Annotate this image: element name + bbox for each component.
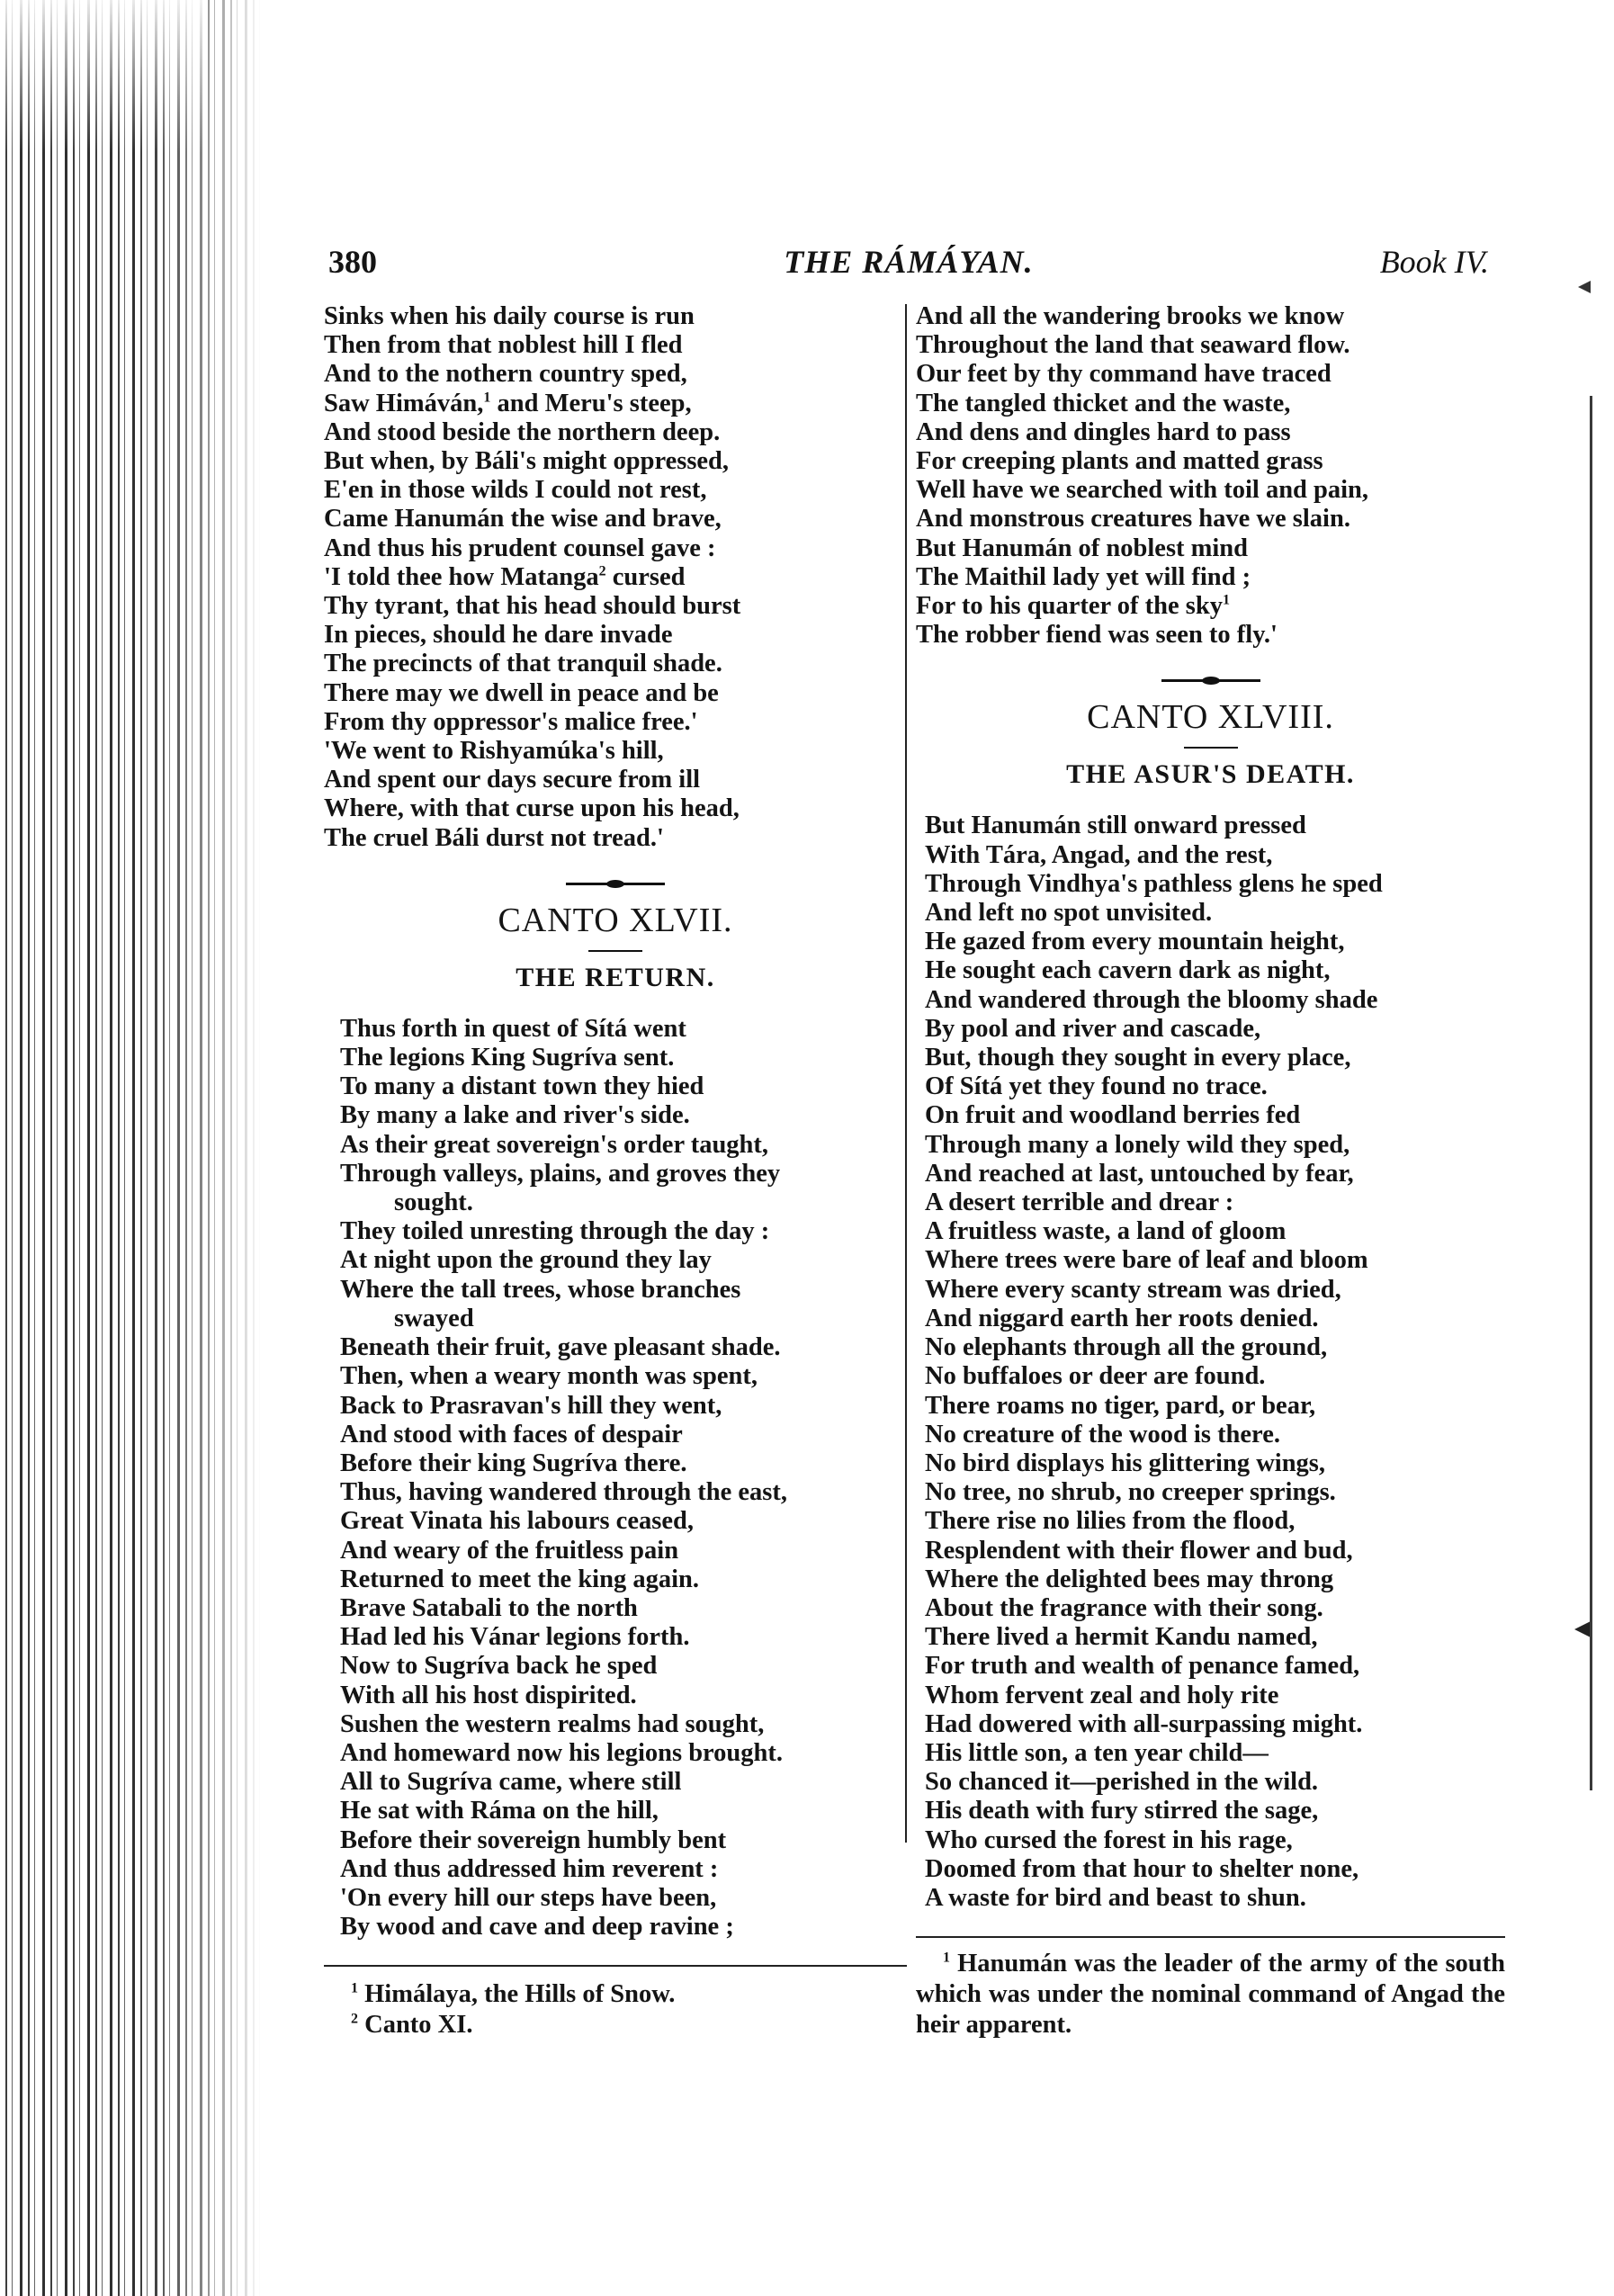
verse-line: But Hanumán still onward pressed [925, 812, 1306, 840]
verse-line: Through many a lonely wild they sped, [925, 1130, 1350, 1159]
page-number: 380 [328, 244, 377, 280]
verse-line: A desert terrible and drear : [925, 1188, 1234, 1217]
verse-line: Where trees were bare of leaf and bloom [925, 1246, 1368, 1275]
verse-line: For truth and wealth of penance famed, [925, 1652, 1360, 1681]
verse-line: No bird displays his glittering wings, [925, 1448, 1326, 1477]
spacer [324, 995, 907, 1015]
left-column [324, 302, 907, 2040]
footnote-mark: 2 [351, 2011, 358, 2027]
verse-line: The robber fiend was seen to fly.' [916, 621, 1278, 650]
verse-line: Great Vinata his labours ceased, [340, 1507, 694, 1536]
verse-line: Now to Sugríva back he sped [340, 1652, 658, 1681]
canto-heading: CANTO XLVII. [498, 901, 733, 939]
footnote [324, 1979, 907, 2010]
spacer [916, 792, 1505, 812]
book-binding-edge [0, 0, 261, 2296]
page-header [328, 243, 1489, 288]
verse-line: And left no spot unvisited. [925, 899, 1213, 928]
section-ornament [1161, 677, 1260, 684]
verse-line: Returned to meet the king again. [340, 1565, 699, 1593]
verse-line: No elephants through all the ground, [925, 1333, 1328, 1362]
verse-line: So chanced it—perished in the wild. [925, 1768, 1319, 1797]
verse-line: He sat with Ráma on the hill, [340, 1797, 659, 1825]
verse-line: Then from that noblest hill I fled [324, 331, 683, 360]
verse-line: In pieces, should he dare invade [324, 621, 673, 650]
verse-line: All to Sugríva came, where still [340, 1768, 682, 1797]
running-title: THE RÁMÁYAN. [784, 244, 1034, 280]
verse-line: And stood with faces of despair [340, 1420, 683, 1448]
section-ornament [566, 880, 665, 887]
scan-mark-arrow [1574, 1621, 1591, 1637]
verse-line: Whom fervent zeal and holy rite [925, 1681, 1279, 1709]
verse-line: Before their sovereign humbly bent [340, 1825, 727, 1854]
verse-line: sought. [394, 1188, 473, 1217]
column-divider [905, 304, 907, 1843]
verse-line: swayed [394, 1304, 474, 1332]
canto-poem [324, 1015, 907, 1942]
verse-line: Through valleys, plains, and groves they [340, 1159, 781, 1188]
verse-line: And stood beside the northern deep. [324, 417, 721, 446]
verse-line: With all his host dispirited. [340, 1681, 637, 1709]
verse-line: Doomed from that hour to shelter none, [925, 1854, 1359, 1883]
verse-line: Where, with that curse upon his head, [324, 794, 740, 823]
verse-line: Well have we searched with toil and pain, [916, 476, 1369, 505]
verse-line: Came Hanumán the wise and brave, [324, 505, 722, 534]
verse-line: And to the nothern country sped, [324, 360, 687, 389]
verse-line: And monstrous creatures have we slain. [916, 505, 1350, 534]
verse-line: The tangled thicket and the waste, [916, 389, 1291, 417]
verse-line: About the fragrance with their song. [925, 1593, 1323, 1622]
verse-line: A waste for bird and beast to shun. [925, 1883, 1306, 1912]
verse-line: And spent our days secure from ill [324, 766, 701, 794]
verse-line: They toiled unresting through the day : [340, 1217, 770, 1246]
verse-line: And homeward now his legions brought. [340, 1738, 784, 1767]
footnote-ref: 1 [1222, 592, 1230, 608]
verse-fragment: Saw Himáván, [324, 389, 484, 417]
verse-line: From thy oppressor's malice free.' [324, 707, 698, 736]
verse-line: And dens and dingles hard to pass [916, 417, 1291, 446]
verse-line: But, though they sought in every place, [925, 1044, 1351, 1072]
canto-heading: CANTO XLVIII. [1087, 698, 1334, 737]
verse-line: And niggard earth her roots denied. [925, 1304, 1319, 1332]
verse-line: A fruitless waste, a land of gloom [925, 1217, 1287, 1246]
verse-line: But when, by Báli's might oppressed, [324, 447, 730, 476]
verse-line: For creeping plants and matted grass [916, 447, 1323, 476]
verse-line: And wandered through the bloomy shade [925, 985, 1378, 1014]
verse-line: Had dowered with all-surpassing might. [925, 1709, 1363, 1738]
footnote-mark: 1 [351, 1980, 358, 1996]
verse-line: The cruel Báli durst not tread.' [324, 823, 664, 852]
verse-line: Throughout the land that seaward flow. [916, 331, 1350, 360]
verse-line: No tree, no shrub, no creeper springs. [925, 1478, 1336, 1507]
verse-line: And thus his prudent counsel gave : [324, 534, 716, 562]
verse-line: The Maithil lady yet will find ; [916, 562, 1251, 591]
verse-line: But Hanumán of noblest mind [916, 534, 1249, 562]
verse-line: There lived a hermit Kandu named, [925, 1623, 1318, 1652]
verse-line: His death with fury stirred the sage, [925, 1797, 1319, 1825]
verse-line: Brave Satabali to the north [340, 1593, 638, 1622]
verse-line: At night upon the ground they lay [340, 1246, 712, 1275]
footnote-ref: 2 [598, 563, 606, 579]
verse-line: Of Sítá yet they found no trace. [925, 1072, 1268, 1101]
footnote-text: Canto XI. [364, 2011, 473, 2040]
verse-line: By pool and river and cascade, [925, 1014, 1261, 1043]
footnote [916, 1949, 1505, 2040]
verse-fragment: 'I told thee how Matanga [324, 562, 599, 591]
verse-line: Back to Prasravan's hill they went, [340, 1391, 722, 1420]
verse-line: Through Vindhya's pathless glens he sped [925, 869, 1383, 898]
canto-subtitle: THE RETURN. [516, 962, 715, 992]
verse-line: Thus, having wandered through the east, [340, 1478, 788, 1507]
poem-continuation [916, 302, 1505, 650]
verse-line: His little son, a ten year child— [925, 1738, 1269, 1767]
canto-poem [916, 812, 1505, 1913]
footnote-mark: 1 [943, 1950, 950, 1966]
heading-rule [588, 950, 642, 952]
verse-line: Who cursed the forest in his rage, [925, 1825, 1293, 1854]
verse-line [916, 592, 1505, 621]
verse-line: On fruit and woodland berries fed [925, 1101, 1301, 1130]
footnote-text: Himálaya, the Hills of Snow. [364, 1980, 676, 2009]
verse-line: To many a distant town they hied [340, 1072, 704, 1101]
verse-line: Had led his Vánar legions forth. [340, 1623, 690, 1652]
verse-line: Sushen the western realms had sought, [340, 1709, 765, 1738]
footnote-rule [324, 1965, 907, 1967]
footnote [324, 2010, 907, 2040]
verse-line: And reached at last, untouched by fear, [925, 1159, 1354, 1188]
verse-line: Where the tall trees, whose branches [340, 1275, 741, 1304]
book-label: Book IV. [1379, 244, 1489, 280]
verse-line: By wood and cave and deep ravine ; [340, 1913, 734, 1942]
verse-line: 'On every hill our steps have been, [340, 1883, 717, 1912]
verse-fragment: and Meru's steep, [497, 389, 692, 417]
verse-line: No buffaloes or deer are found. [925, 1362, 1266, 1391]
verse-line: With Tára, Angad, and the rest, [925, 840, 1273, 869]
verse-fragment: For to his quarter of the sky [916, 592, 1223, 621]
verse-line: And weary of the fruitless pain [340, 1536, 679, 1565]
verse-line: As their great sovereign's order taught, [340, 1130, 769, 1159]
scan-edge-line [1590, 396, 1592, 1790]
verse-line: Before their king Sugríva there. [340, 1448, 687, 1477]
verse-line: The legions King Sugríva sent. [340, 1044, 675, 1072]
verse-line: By many a lake and river's side. [340, 1101, 690, 1130]
verse-line: And thus addressed him reverent : [340, 1854, 719, 1883]
footnote-rule [916, 1936, 1505, 1938]
verse-line: Where every scanty stream was dried, [925, 1275, 1341, 1304]
verse-fragment: cursed [612, 562, 686, 591]
verse-line: Resplendent with their flower and bud, [925, 1536, 1353, 1565]
canto-subtitle: THE ASUR'S DEATH. [1066, 759, 1355, 790]
verse-line: Our feet by thy command have traced [916, 360, 1332, 389]
verse-line: Then, when a weary month was spent, [340, 1362, 758, 1391]
verse-line: Thus forth in quest of Sítá went [340, 1014, 686, 1043]
verse-line [324, 563, 907, 592]
verse-line: Beneath their fruit, gave pleasant shade. [340, 1333, 781, 1362]
heading-rule [1184, 747, 1238, 749]
verse-line: There may we dwell in peace and be [324, 678, 719, 707]
verse-line: He gazed from every mountain height, [925, 928, 1345, 956]
verse-line: The precincts of that tranquil shade. [324, 650, 722, 678]
verse-line: 'We went to Rishyamúka's hill, [324, 737, 664, 766]
verse-line: Thy tyrant, that his head should burst [324, 592, 741, 621]
verse-line [324, 390, 907, 418]
scan-mark-arrow [1578, 281, 1591, 293]
poem-continuation [324, 302, 907, 853]
footnote-ref: 1 [483, 390, 491, 406]
right-column [916, 302, 1505, 2040]
verse-line: No creature of the wood is there. [925, 1420, 1280, 1448]
footnote-text: Hanumán was the leader of the army of the south which was under the nominal command of Angad the heir apparent. [916, 1950, 1505, 2040]
verse-line: And all the wandering brooks we know [916, 302, 1345, 330]
verse-line: Where the delighted bees may throng [925, 1565, 1334, 1593]
verse-line: There roams no tiger, pard, or bear, [925, 1391, 1316, 1420]
binding-highlight [0, 0, 207, 153]
verse-line: He sought each cavern dark as night, [925, 956, 1331, 985]
verse-line: There rise no lilies from the flood, [925, 1507, 1296, 1536]
verse-line: Sinks when his daily course is run [324, 302, 695, 330]
verse-line: E'en in those wilds I could not rest, [324, 476, 707, 505]
